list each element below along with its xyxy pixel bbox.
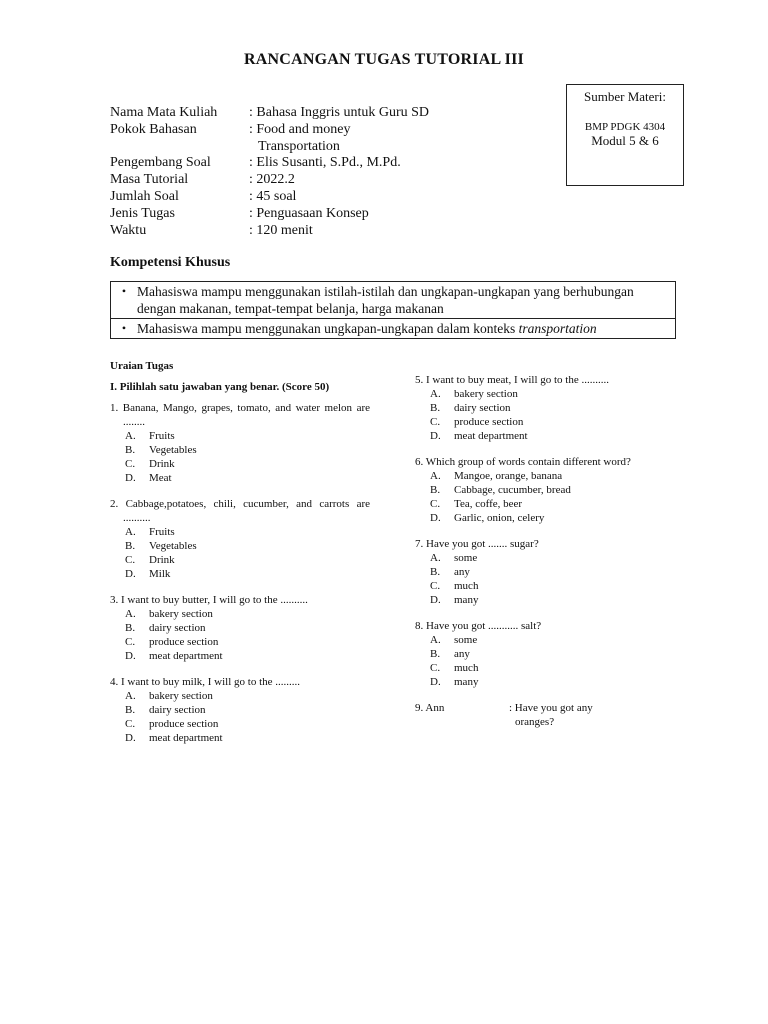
question-3 [110, 593, 370, 663]
option-text: any [454, 566, 470, 578]
option-text: Garlic, onion, celery [454, 512, 545, 524]
dialog-speaker: 9. Ann [415, 702, 445, 714]
option-text: meat department [454, 430, 528, 442]
info-row [110, 189, 429, 206]
option-text: bakery section [149, 690, 213, 702]
question-list-left [110, 401, 370, 745]
answer-option [430, 593, 695, 607]
option-letter: B. [125, 540, 136, 552]
option-letter: D. [125, 472, 136, 484]
option-text: produce section [454, 416, 524, 428]
option-letter: A. [430, 634, 441, 646]
question-6 [415, 455, 695, 525]
answer-option [430, 497, 695, 511]
answer-option [430, 633, 695, 647]
option-letter: D. [125, 732, 136, 744]
option-text: much [454, 580, 479, 592]
option-letter: C. [430, 662, 441, 674]
info-row [110, 223, 429, 240]
option-letter: A. [430, 552, 441, 564]
option-letter: A. [430, 388, 441, 400]
answer-option [430, 511, 695, 525]
answer-option [430, 429, 695, 443]
question-text: 6. Which group of words contain different word? [415, 456, 631, 468]
info-row [110, 139, 429, 156]
question-text: 8. Have you got ........... salt? [415, 620, 542, 632]
answer-option [125, 567, 370, 581]
info-row [110, 122, 429, 139]
question-list-right [415, 373, 695, 689]
question-text: 2. Cabbage,potatoes, chili, cucumber, and carrots are .......... [110, 498, 370, 524]
answer-option [430, 551, 695, 565]
dialog-text: oranges? [515, 716, 555, 728]
option-letter: C. [430, 498, 441, 510]
info-value: : 45 soal [249, 188, 297, 204]
answer-option [430, 675, 695, 689]
option-text: dairy section [454, 402, 511, 414]
info-row [110, 155, 429, 172]
info-row [110, 206, 429, 223]
answer-option [125, 457, 370, 471]
answer-options [415, 469, 695, 525]
info-key: Nama Mata Kuliah [110, 105, 218, 120]
option-letter: D. [125, 650, 136, 662]
answer-option [125, 539, 370, 553]
option-text: Cabbage, cucumber, bread [454, 484, 571, 496]
kompetensi-item-text [137, 320, 675, 337]
instruction: I. Pilihlah satu jawaban yang benar. (Score 50) [110, 381, 330, 393]
option-text: meat department [149, 732, 223, 744]
info-key: Pokok Bahasan [110, 121, 197, 137]
answer-option [430, 483, 695, 497]
option-text: Drink [149, 458, 175, 470]
option-text: bakery section [149, 608, 213, 620]
question-7 [415, 537, 695, 607]
answer-option [125, 429, 370, 443]
info-value: : 120 menit [249, 222, 313, 238]
info-key: Jumlah Soal [110, 188, 179, 204]
kompetensi-heading: Kompetensi Khusus [110, 255, 231, 270]
option-text: some [454, 552, 478, 564]
option-text: many [454, 676, 479, 688]
option-letter: B. [125, 444, 136, 456]
option-text: Fruits [149, 430, 175, 442]
info-key: Waktu [110, 222, 147, 238]
answer-option [125, 649, 370, 663]
document-title: RANCANGAN TUGAS TUTORIAL III [244, 51, 524, 68]
answer-options [110, 525, 370, 581]
option-letter: B. [430, 648, 441, 660]
question-5 [415, 373, 695, 443]
question-2 [110, 497, 370, 581]
option-text: Mangoe, orange, banana [454, 470, 563, 482]
option-text: Drink [149, 554, 175, 566]
source-material-box [566, 84, 684, 186]
kompetensi-item-text: Mahasiswa mampu menggunakan istilah-istilah dan ungkapan-ungkapan yang berhubungan dengan makanan, tempat-tempat belanja, harga makanan [137, 284, 634, 316]
answer-options [110, 689, 370, 745]
option-text: many [454, 594, 479, 606]
answer-option [125, 703, 370, 717]
answer-option [125, 443, 370, 457]
option-text: bakery section [454, 388, 518, 400]
option-text: Tea, coffe, beer [454, 498, 523, 510]
dialog-spacer [415, 715, 509, 729]
source-box-title: Sumber Materi: [584, 89, 666, 104]
answer-option [125, 621, 370, 635]
option-letter: B. [430, 402, 441, 414]
option-letter: B. [125, 622, 136, 634]
answer-option [430, 469, 695, 483]
question-text: 4. I want to buy milk, I will go to the ......... [110, 676, 301, 688]
kompetensi-item [111, 282, 675, 318]
option-letter: D. [125, 568, 136, 580]
option-letter: A. [125, 608, 136, 620]
answer-option [125, 689, 370, 703]
info-row [110, 105, 429, 122]
kompetensi-item-italic: transportation [518, 321, 597, 336]
info-key: Masa Tutorial [110, 172, 189, 188]
info-value: : Food and money [249, 121, 351, 137]
questions-right-column [415, 373, 695, 741]
answer-options [110, 429, 370, 485]
answer-option [125, 471, 370, 485]
question-text: 5. I want to buy meat, I will go to the .......... [415, 374, 609, 386]
info-key [110, 139, 249, 156]
question-9 [415, 701, 695, 729]
option-text: produce section [149, 718, 219, 730]
option-text: meat department [149, 650, 223, 662]
kompetensi-item [111, 318, 675, 338]
info-row [110, 172, 429, 189]
option-text: much [454, 662, 479, 674]
question-text: 1. Banana, Mango, grapes, tomato, and water melon are ........ [110, 402, 370, 428]
source-box-module: Modul 5 & 6 [591, 133, 659, 148]
option-letter: B. [430, 484, 441, 496]
info-key: Pengembang Soal [110, 155, 211, 171]
answer-option [430, 387, 695, 401]
option-letter: D. [430, 594, 441, 606]
option-letter: D. [430, 430, 441, 442]
info-key: Jenis Tugas [110, 205, 175, 221]
course-info [110, 105, 429, 239]
option-text: Vegetables [149, 444, 197, 456]
answer-option [430, 647, 695, 661]
bullet-icon: • [121, 284, 127, 298]
question-8 [415, 619, 695, 689]
answer-options [110, 607, 370, 663]
info-value: : Penguasaan Konsep [249, 205, 369, 221]
answer-option [125, 607, 370, 621]
option-text: Milk [149, 568, 171, 580]
question-text: 7. Have you got ....... sugar? [415, 538, 539, 550]
answer-option [125, 717, 370, 731]
option-text: Vegetables [149, 540, 197, 552]
option-letter: C. [125, 636, 136, 648]
answer-options [415, 551, 695, 607]
question-4 [110, 675, 370, 745]
option-letter: A. [430, 470, 441, 482]
info-value: Transportation [258, 138, 340, 154]
answer-option [125, 635, 370, 649]
answer-option [430, 661, 695, 675]
question-text: 3. I want to buy butter, I will go to the .......... [110, 594, 308, 606]
option-letter: C. [430, 416, 441, 428]
option-text: Meat [149, 472, 172, 484]
option-letter: C. [430, 580, 441, 592]
option-letter: C. [125, 458, 136, 470]
option-text: some [454, 634, 478, 646]
answer-option [430, 415, 695, 429]
option-letter: A. [125, 430, 136, 442]
option-text: dairy section [149, 704, 206, 716]
option-letter: A. [125, 690, 136, 702]
dialog-line [415, 701, 695, 715]
answer-option [430, 579, 695, 593]
option-letter: C. [125, 554, 136, 566]
answer-option [125, 553, 370, 567]
questions-left-column [110, 360, 370, 757]
option-text: produce section [149, 636, 219, 648]
answer-options [415, 387, 695, 443]
option-text: dairy section [149, 622, 206, 634]
option-text: any [454, 648, 470, 660]
info-value: : 2022.2 [249, 172, 295, 188]
answer-option [430, 565, 695, 579]
source-box-code: BMP PDGK 4304 [584, 121, 666, 133]
bullet-icon: • [121, 321, 127, 335]
answer-options [415, 633, 695, 689]
option-letter: C. [125, 718, 136, 730]
info-value: : Bahasa Inggris untuk Guru SD [249, 105, 430, 120]
dialog-text: : Have you got any [509, 702, 593, 714]
option-letter: D. [430, 512, 441, 524]
option-letter: B. [125, 704, 136, 716]
uraian-heading: Uraian Tugas [110, 360, 174, 372]
answer-option [430, 401, 695, 415]
question-1 [110, 401, 370, 485]
option-letter: B. [430, 566, 441, 578]
kompetensi-item-plain: Mahasiswa mampu menggunakan ungkapan-ungkapan dalam konteks [137, 321, 519, 336]
answer-option [125, 731, 370, 745]
option-letter: A. [125, 526, 136, 538]
option-letter: D. [430, 676, 441, 688]
kompetensi-table [110, 281, 676, 339]
info-value: : Elis Susanti, S.Pd., M.Pd. [249, 155, 401, 171]
dialog-line-continued [415, 715, 695, 729]
answer-option [125, 525, 370, 539]
option-text: Fruits [149, 526, 175, 538]
